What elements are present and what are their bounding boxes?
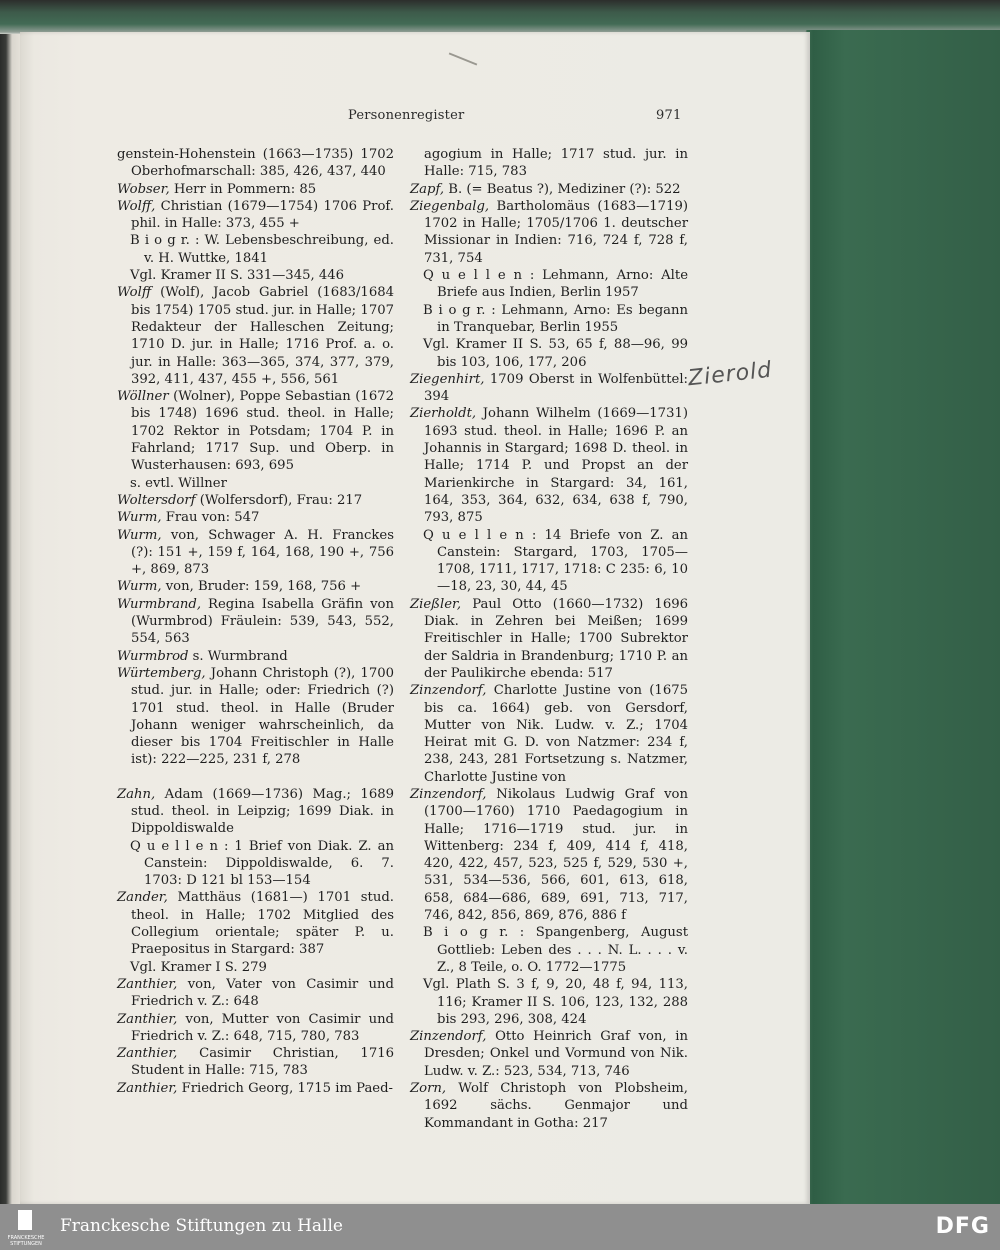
entry-text: Wolf Christoph von Plobsheim, 1692 sächs. Genmajor und Kommandant in Gotha: 217 bbox=[424, 1081, 688, 1131]
entry-name: Wurm, bbox=[117, 510, 162, 526]
entry-text: genstein-Hohenstein (1663—1735) 1702 Oberhofmarschall: 385, 426, 437, 440 bbox=[117, 147, 394, 180]
entry-text: Frau von: 547 bbox=[161, 510, 260, 526]
index-entry bbox=[117, 388, 394, 474]
entry-name: Ziegenbalg, bbox=[410, 198, 490, 214]
index-entry bbox=[117, 284, 394, 388]
entry-name: Ziegenhirt, bbox=[410, 371, 485, 387]
index-entry bbox=[117, 648, 394, 665]
index-subentry: Q u e l l e n : Lehmann, Arno: Alte Briefe aus Indien, Berlin 1957 bbox=[423, 268, 688, 301]
entry-name: Zapf, bbox=[410, 181, 445, 197]
entry-text: (Wolner), Poppe Sebastian (1672 bis 1748) 1696 stud. theol. in Halle; 1702 Rektor in Potsdam; 1704 P. in Fahrland; 1717 Sup. und Oberp. in Wusterhausen: 693, 695 bbox=[131, 389, 394, 474]
entry-name: Zanthier, bbox=[117, 1046, 178, 1062]
entry-name: Wobser, bbox=[117, 181, 170, 197]
entry-text: 1709 Oberst in Wolfenbüttel: 394 bbox=[424, 371, 688, 405]
entry-name: Wolff bbox=[117, 285, 152, 301]
index-entry bbox=[410, 371, 688, 406]
entry-text: von, Mutter von Casimir und Friedrich v. Z.: 648, 715, 780, 783 bbox=[131, 1011, 394, 1044]
entry-name: Wurmbrod bbox=[117, 648, 189, 664]
entry-text: (Wolfersdorf), Frau: 217 bbox=[195, 492, 363, 508]
entry-name: Wöllner bbox=[117, 389, 169, 405]
index-column-left bbox=[117, 146, 394, 1097]
index-column-right bbox=[410, 146, 688, 1132]
index-entry bbox=[117, 578, 394, 595]
entry-text: Herr in Pommern: 85 bbox=[169, 181, 317, 197]
entry-name: Zierholdt, bbox=[410, 406, 477, 422]
index-entry bbox=[117, 146, 394, 181]
entry-text: von, Schwager A. H. Franckes (?): 151 +, 159 f, 164, 168, 190 +, 756 +, 869, 873 bbox=[131, 527, 394, 578]
index-entry bbox=[117, 509, 394, 526]
entry-text: Johann Christoph (?), 1700 stud. jur. in Halle; oder: Friedrich (?) 1701 stud. theol. in Halle (Bruder Johann weniger wahrscheinlich, da dieser bis 1704 Freitischler in Halle ist): 222—225, 231 f, 278 bbox=[131, 665, 394, 768]
index-entry bbox=[410, 682, 688, 786]
index-subentry: Vgl. Kramer II S. 53, 65 f, 88—96, 99 bis 103, 106, 177, 206 bbox=[423, 337, 688, 370]
index-entry bbox=[117, 492, 394, 509]
entry-text: von, Vater von Casimir und Friedrich v. Z.: 648 bbox=[131, 976, 394, 1010]
entry-text: (Wolf), Jacob Gabriel (1683/1684 bis 1754) 1705 stud. jur. in Halle; 1707 Redakteur der Halleschen Zeitung; 1710 D. jur. in Halle; 1716 Prof. a. o. jur. in Halle: 363—365, 374, 377, 379, 392, 411, 437, 455 +, 556, 561 bbox=[131, 285, 394, 387]
index-entry bbox=[117, 889, 394, 958]
index-subentry: B i o g r. : W. Lebensbeschreibung, ed. v. H. Wuttke, 1841 bbox=[130, 233, 394, 266]
entry-text: Regina Isabella Gräfin von (Wurmbrod) Fräulein: 539, 543, 552, 554, 563 bbox=[131, 596, 394, 647]
entry-name: Wolff, bbox=[117, 198, 156, 214]
entry-text: Adam (1669—1736) Mag.; 1689 stud. theol. in Leipzig; 1699 Diak. in Dippoldiswalde bbox=[131, 786, 394, 837]
entry-text: s. Wurmbrand bbox=[188, 648, 288, 664]
entry-name: Zorn, bbox=[410, 1081, 447, 1097]
index-entry bbox=[117, 1011, 394, 1046]
entry-name: Würtemberg, bbox=[117, 665, 206, 681]
entry-text: Otto Heinrich Graf von, in Dresden; Onkel und Vormund von Nik. Ludw. v. Z.: 523, 534, 713, 746 bbox=[424, 1029, 688, 1079]
section-gap bbox=[117, 769, 394, 786]
foundation-logo[interactable] bbox=[6, 1208, 46, 1246]
entry-name: Wurm, bbox=[117, 579, 162, 595]
entry-text: Johann Wilhelm (1669—1731) 1693 stud. theol. in Halle; 1696 P. an Johannis in Stargard; 1698 D. theol. in Halle; 1714 P. und Propst an der Marienkirche in Stargard: 34, 161, 164, 353, 364, 632, 634, 638 f, 790, 793, 875 bbox=[424, 406, 688, 526]
entry-name: Zander, bbox=[117, 890, 168, 906]
entry-name: Woltersdorf bbox=[117, 492, 196, 508]
index-entry bbox=[410, 405, 688, 526]
entry-name: Zießler, bbox=[410, 596, 462, 612]
logo-icon bbox=[18, 1210, 32, 1230]
index-subentry: Vgl. Plath S. 3 f, 9, 20, 48 f, 94, 113, 116; Kramer II S. 106, 123, 132, 288 bis 293, 296, 308, 424 bbox=[423, 977, 688, 1027]
book-cover-top bbox=[0, 0, 1000, 34]
running-head: Personenregister bbox=[348, 108, 465, 123]
index-entry bbox=[117, 527, 394, 579]
index-entry bbox=[410, 1028, 688, 1080]
entry-text: Christian (1679—1754) 1706 Prof. phil. in Halle: 373, 455 + bbox=[131, 198, 394, 232]
entry-text: Friedrich Georg, 1715 im Paed- bbox=[177, 1080, 394, 1096]
page-number: 971 bbox=[656, 108, 682, 123]
entry-name: Wurm, bbox=[117, 527, 162, 543]
entry-name: Zanthier, bbox=[117, 1011, 178, 1027]
index-entry bbox=[117, 786, 394, 838]
entry-text: agogium in Halle; 1717 stud. jur. in Halle: 715, 783 bbox=[424, 147, 688, 180]
book-cover-edge bbox=[805, 30, 1000, 1204]
entry-name: Zahn, bbox=[117, 786, 156, 802]
entry-name: Zanthier, bbox=[117, 976, 178, 992]
index-subentry: Q u e l l e n : 14 Briefe von Z. an Canstein: Stargard, 1703, 1705—1708, 1711, 1717, 1718: C 235: 6, 10—18, 23, 30, 44, 45 bbox=[423, 527, 688, 595]
index-entry bbox=[410, 786, 688, 924]
entry-text: Casimir Christian, 1716 Student in Halle: 715, 783 bbox=[131, 1046, 394, 1079]
entry-name: Zinzendorf, bbox=[410, 1029, 487, 1045]
entry-name: Wurmbrand, bbox=[117, 596, 202, 612]
index-entry bbox=[117, 976, 394, 1011]
entry-text: B. (= Beatus ?), Mediziner (?): 522 bbox=[444, 181, 681, 197]
index-entry bbox=[117, 596, 394, 648]
index-subentry: B i o g r. : Spangenberg, August Gottlieb: Leben des . . . N. L. . . . v. Z., 8 Teile, o. O. 1772—1775 bbox=[423, 925, 688, 975]
index-subentry: B i o g r. : Lehmann, Arno: Es begann in Tranquebar, Berlin 1955 bbox=[423, 302, 688, 335]
entry-name: Zinzendorf, bbox=[410, 786, 487, 802]
footer-title[interactable]: Franckesche Stiftungen zu Halle bbox=[60, 1216, 343, 1236]
entry-text: Bartholomäus (1683—1719) 1702 in Halle; 1705/1706 1. deutscher Missionar in Indien: 716, 724 f, 728 f, 731, 754 bbox=[424, 198, 688, 266]
entry-text: Paul Otto (1660—1732) 1696 Diak. in Zehren bei Meißen; 1699 Freitischler in Halle; 1700 Subrektor der Saldria in Brandenburg; 1710 P. an der Paulikirche ebenda: 517 bbox=[424, 596, 688, 681]
index-subentry: s. evtl. Willner bbox=[130, 475, 227, 491]
viewer-footer bbox=[0, 1204, 1000, 1250]
index-entry bbox=[117, 1080, 394, 1097]
index-subentry: Vgl. Kramer II S. 331—345, 446 bbox=[130, 268, 345, 284]
index-subentry: Q u e l l e n : 1 Brief von Diak. Z. an Canstein: Dippoldiswalde, 6. 7. 1703: D 121 bl 153—154 bbox=[130, 838, 394, 889]
index-entry bbox=[117, 181, 394, 198]
index-entry bbox=[117, 198, 394, 233]
logo-text-line2: STIFTUNGEN bbox=[10, 1241, 42, 1247]
entry-name: Zinzendorf, bbox=[410, 683, 487, 699]
index-entry bbox=[117, 665, 394, 769]
dfg-logo[interactable]: DFG bbox=[935, 1214, 990, 1239]
entry-text: Matthäus (1681—) 1701 stud. theol. in Halle; 1702 Mitglied des Collegium orientale; später P. u. Praepositus in Stargard: 387 bbox=[131, 890, 394, 958]
index-entry bbox=[410, 146, 688, 181]
entry-text: Nikolaus Ludwig Graf von (1700—1760) 1710 Paedagogium in Halle; 1716—1719 stud. jur. in Wittenberg: 234 f, 409, 414 f, 418, 420, 422, 457, 523, 525 f, 529, 530 +, 531, 534—536, 566, 601, 613, 618, 658, 684—686, 689, 691, 713, 717, 746, 842, 856, 869, 876, 886 f bbox=[424, 786, 688, 924]
index-entry bbox=[410, 181, 688, 198]
logo-text-line1: FRANCKESCHE bbox=[7, 1235, 45, 1241]
handwritten-annotation: Zierold bbox=[686, 357, 774, 392]
index-entry bbox=[410, 198, 688, 267]
entry-text: von, Bruder: 159, 168, 756 + bbox=[161, 579, 362, 595]
index-entry bbox=[117, 1045, 394, 1080]
index-entry bbox=[410, 596, 688, 682]
index-entry bbox=[410, 1080, 688, 1132]
entry-name: Zanthier, bbox=[117, 1080, 178, 1096]
entry-text: Charlotte Justine von (1675 bis ca. 1664) geb. von Gersdorf, Mutter von Nik. Ludw. v. Z.; 1704 Heirat mit G. D. von Natzmer: 234 f, 238, 243, 281 Fortsetzung s. Natzmer, Charlotte Justine von bbox=[424, 683, 688, 785]
index-subentry: Vgl. Kramer I S. 279 bbox=[130, 959, 267, 975]
